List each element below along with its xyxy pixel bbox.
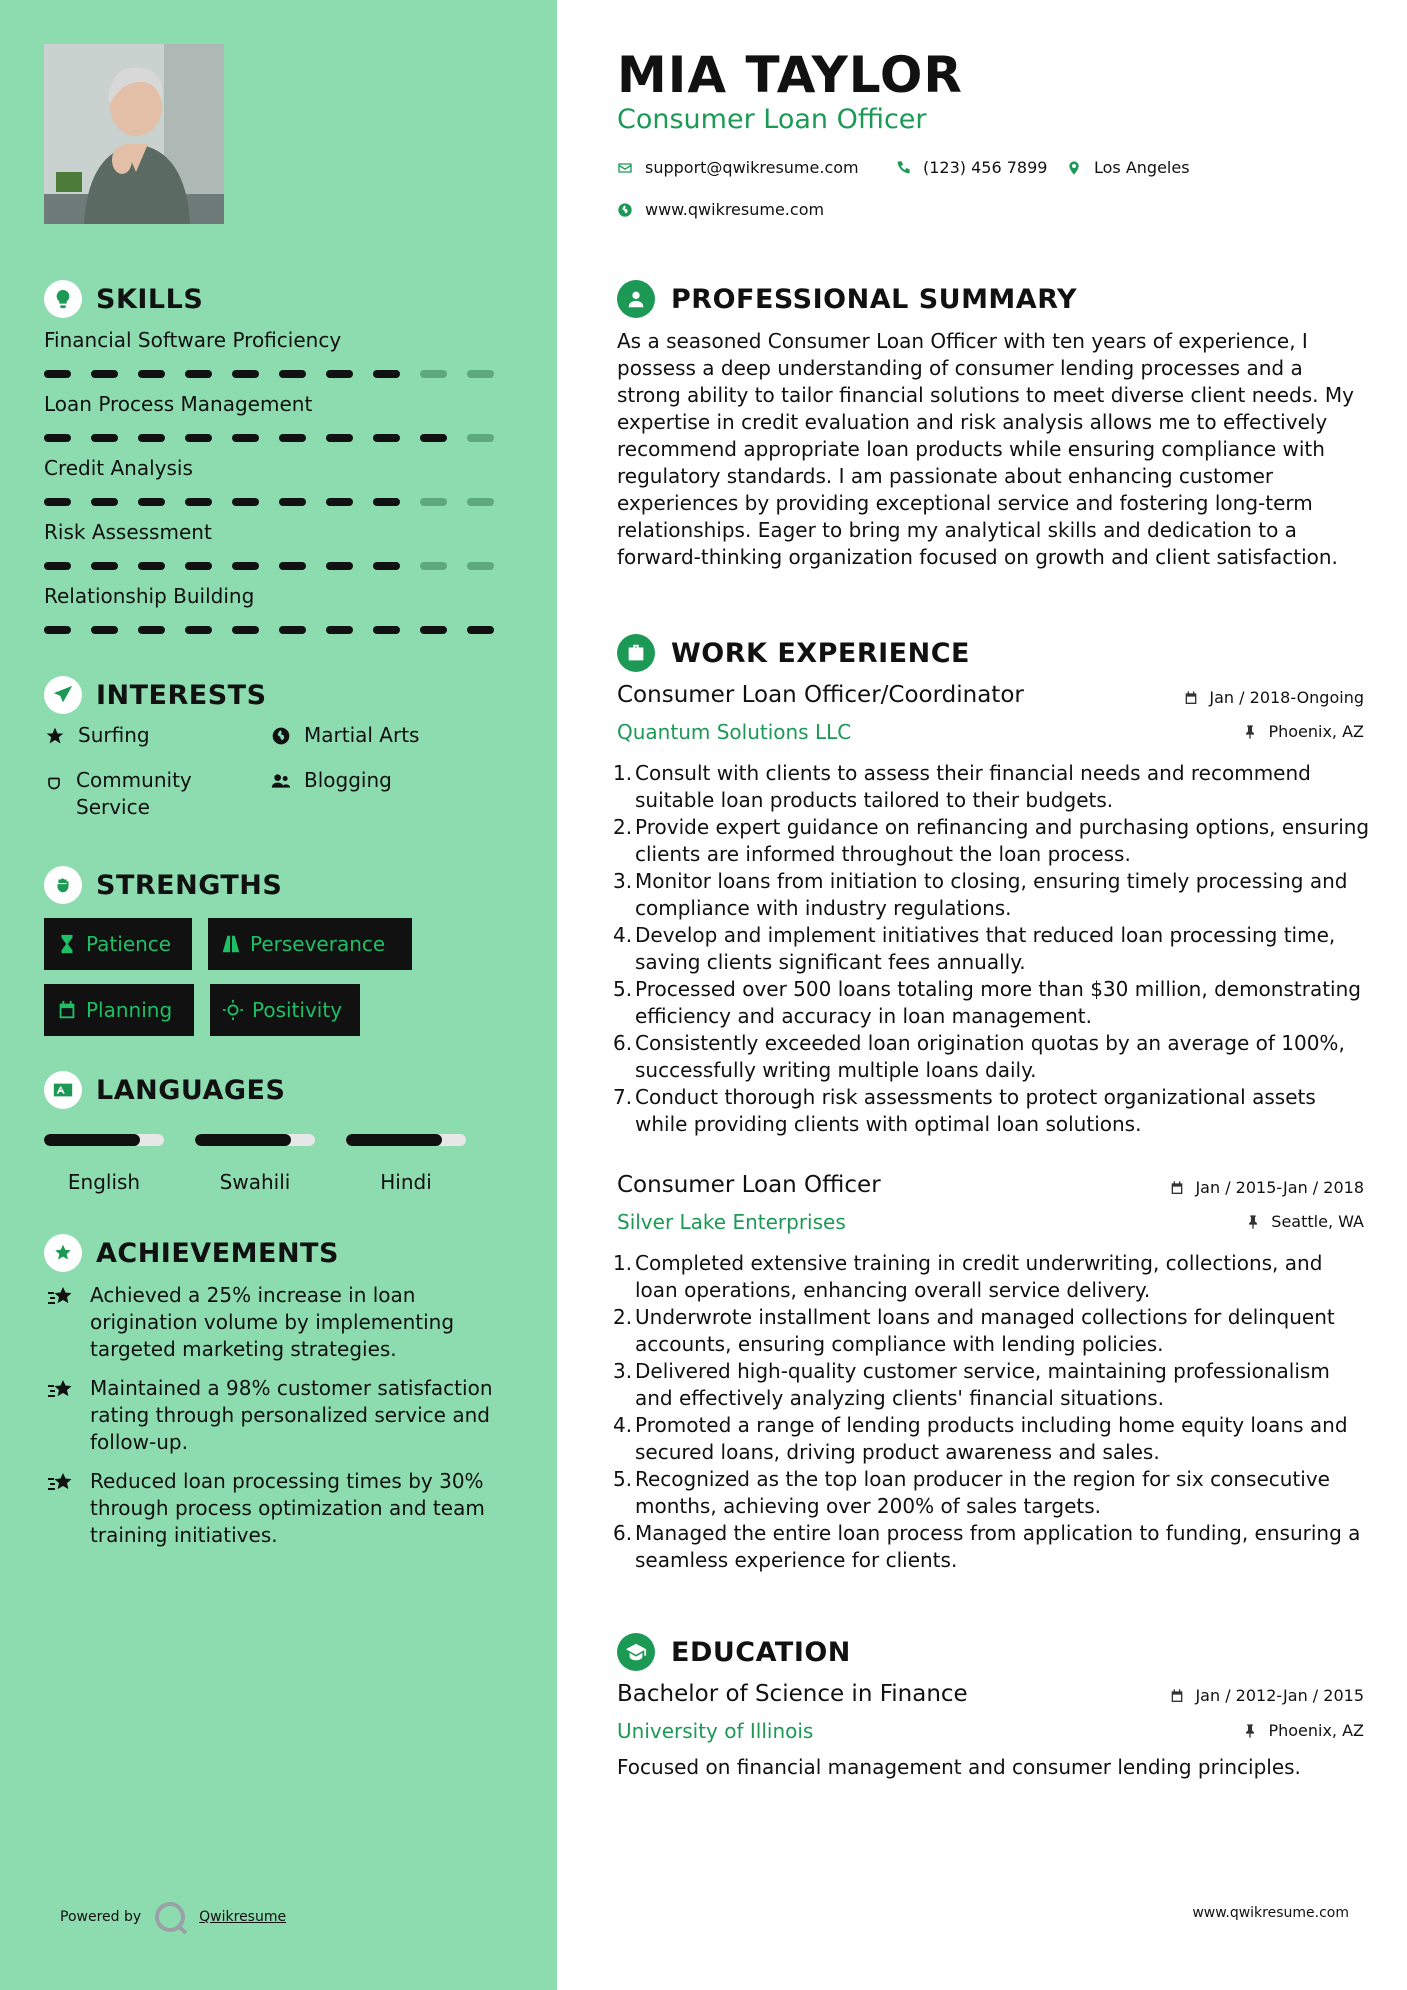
achievements-title: ACHIEVEMENTS	[96, 1237, 339, 1269]
shooting-star-icon	[44, 1375, 78, 1402]
skill-rating-dash	[279, 626, 306, 634]
powered-by-label: Powered by	[60, 1909, 142, 1925]
skill-rating-dash	[279, 370, 306, 378]
skill-rating-dash	[279, 562, 306, 570]
hourglass-icon	[56, 933, 78, 955]
skills-title: SKILLS	[96, 283, 204, 315]
location-text: Los Angeles	[1094, 158, 1190, 177]
skill-rating-dash	[185, 562, 212, 570]
skill-rating-dash	[420, 434, 447, 442]
skill-rating-dash	[138, 434, 165, 442]
skill-rating-dash	[467, 626, 494, 634]
summary-heading	[617, 280, 1077, 318]
star-badge-icon	[44, 1234, 82, 1272]
email-text: support@qwikresume.com	[645, 158, 859, 177]
experience-heading	[617, 634, 970, 672]
interest-label: Martial Arts	[304, 723, 420, 747]
hand-icon	[44, 767, 64, 794]
calendar-icon	[1169, 1180, 1185, 1196]
skill-rating-dash	[326, 562, 353, 570]
experience-title: WORK EXPERIENCE	[671, 637, 970, 669]
language-level-bar	[195, 1134, 315, 1146]
strength-label: Patience	[86, 932, 172, 956]
interest-item	[44, 767, 244, 821]
road-icon	[220, 933, 242, 955]
pushpin-icon	[1245, 1214, 1261, 1230]
language-name: Swahili	[219, 1170, 291, 1194]
strengths-heading	[44, 866, 282, 904]
strength-label: Planning	[86, 998, 173, 1022]
envelope-icon	[617, 160, 633, 176]
list-item: 5. Processed over 500 loans totaling more than $30 million, demonstrating efficiency and accuracy in loan management.	[613, 977, 1361, 1028]
skill-rating-dash	[44, 562, 71, 570]
job-responsibilities	[613, 1250, 1370, 1574]
job-location-text: Phoenix, AZ	[1268, 722, 1364, 741]
skill-name: Relationship Building	[44, 584, 255, 608]
skill-rating-dash	[467, 498, 494, 506]
list-item: 6. Managed the entire loan process from application to funding, ensuring a seamless experience for clients.	[613, 1521, 1361, 1572]
star-icon	[44, 722, 66, 749]
skill-rating-dash	[420, 370, 447, 378]
list-item: 5. Recognized as the top loan producer in the region for six consecutive months, achieving over 200% of sales targets.	[613, 1467, 1330, 1518]
lightbulb-icon	[44, 280, 82, 318]
language-item	[44, 1134, 164, 1194]
list-item: 7. Conduct thorough risk assessments to protect organizational assets while providing clients with optimal loan solutions.	[613, 1085, 1316, 1136]
skill-rating-dash	[232, 562, 259, 570]
language-level-fill	[346, 1134, 442, 1146]
candidate-role: Consumer Loan Officer	[617, 104, 927, 135]
skill-rating-dash	[326, 434, 353, 442]
language-item	[346, 1134, 466, 1194]
phone-icon	[895, 160, 911, 176]
achievement-item	[44, 1282, 514, 1363]
skill-name: Financial Software Proficiency	[44, 328, 342, 352]
summary-title: PROFESSIONAL SUMMARY	[671, 283, 1078, 315]
skill-rating-dash	[185, 434, 212, 442]
skill-item	[44, 326, 504, 378]
contact-email[interactable]	[617, 158, 859, 177]
languages-heading	[44, 1071, 285, 1109]
powered-by	[60, 1902, 286, 1932]
job-title: Consumer Loan Officer/Coordinator	[617, 682, 1024, 708]
job-company: Silver Lake Enterprises	[617, 1210, 846, 1234]
strength-label: Perseverance	[250, 932, 386, 956]
job-dates	[1169, 1178, 1364, 1197]
skill-rating-dash	[44, 498, 71, 506]
skill-rating-dash	[138, 498, 165, 506]
qwikresume-logo-icon	[155, 1902, 185, 1932]
education-heading	[617, 1633, 851, 1671]
profile-photo	[44, 44, 224, 224]
map-pin-icon	[1066, 160, 1082, 176]
skill-rating-dash	[373, 434, 400, 442]
skill-item	[44, 390, 504, 442]
language-item	[195, 1134, 315, 1194]
user-icon	[617, 280, 655, 318]
translate-icon	[44, 1071, 82, 1109]
degree-title: Bachelor of Science in Finance	[617, 1681, 968, 1707]
interest-label: Community Service	[76, 768, 192, 819]
job-location	[1245, 1212, 1364, 1231]
summary-text: As a seasoned Consumer Loan Officer with ten years of experience, I possess a deep understanding of consumer lending processes and a strong ability to tailor financial solutions to meet diverse client needs. My expertise in credit evaluation and risk analysis allows me to effectively recommend appropriate loan products while ensuring compliance with regulatory standards. I am passionate about enhancing customer experiences by providing exceptional service and fostering long-term relationships. Eager to bring my analytical skills and dedication to a forward-thinking organization focused on growth and client satisfaction.	[617, 329, 1354, 569]
skill-rating-dash	[91, 370, 118, 378]
interest-item	[44, 722, 150, 749]
skill-rating	[44, 626, 504, 634]
skill-rating-dash	[138, 370, 165, 378]
qwikresume-link[interactable]: Qwikresume	[199, 1909, 287, 1925]
job-dates-text: Jan / 2015-Jan / 2018	[1195, 1178, 1364, 1197]
briefcase-icon	[617, 634, 655, 672]
achievements-heading	[44, 1234, 339, 1272]
skill-rating-dash	[326, 498, 353, 506]
language-level-fill	[195, 1134, 291, 1146]
language-level-bar	[44, 1134, 164, 1146]
skill-rating-dash	[91, 562, 118, 570]
interest-item	[270, 722, 419, 749]
skill-item	[44, 582, 504, 634]
skill-rating-dash	[467, 370, 494, 378]
interests-heading	[44, 676, 267, 714]
achievement-item	[44, 1468, 514, 1549]
calendar-icon	[56, 999, 78, 1021]
education-description: Focused on financial management and consumer lending principles.	[617, 1755, 1301, 1779]
paper-plane-icon	[44, 676, 82, 714]
skill-rating-dash	[232, 626, 259, 634]
skill-rating-dash	[467, 562, 494, 570]
list-item: 2. Underwrote installment loans and managed collections for delinquent accounts, ensuring compliance with lending policies.	[613, 1305, 1335, 1356]
skill-rating-dash	[138, 562, 165, 570]
skill-rating-dash	[420, 562, 447, 570]
skill-rating	[44, 370, 504, 378]
website-text: www.qwikresume.com	[645, 200, 825, 219]
job-location	[1242, 722, 1364, 741]
skill-rating-dash	[232, 370, 259, 378]
skill-rating-dash	[420, 626, 447, 634]
strengths-title: STRENGTHS	[96, 869, 283, 901]
skill-rating-dash	[279, 498, 306, 506]
skill-item	[44, 454, 504, 506]
skill-rating-dash	[467, 434, 494, 442]
job-company: Quantum Solutions LLC	[617, 720, 852, 744]
strength-badge	[210, 984, 360, 1036]
globe-icon	[270, 722, 292, 749]
calendar-icon	[1183, 690, 1199, 706]
shooting-star-icon	[44, 1282, 78, 1309]
skill-rating-dash	[420, 498, 447, 506]
language-name: English	[67, 1170, 141, 1194]
graduation-cap-icon	[617, 1633, 655, 1671]
skill-rating-dash	[232, 498, 259, 506]
contact-phone[interactable]	[895, 158, 1047, 177]
education-location-text: Phoenix, AZ	[1268, 1721, 1364, 1740]
skill-rating	[44, 498, 504, 506]
education-dates	[1169, 1686, 1364, 1705]
skill-rating-dash	[91, 498, 118, 506]
list-item: 1. Consult with clients to assess their financial needs and recommend suitable loan products tailored to their budgets.	[613, 761, 1311, 812]
sidebar	[0, 0, 557, 1990]
skills-heading	[44, 280, 203, 318]
skill-rating-dash	[373, 370, 400, 378]
calendar-icon	[1169, 1688, 1185, 1704]
language-name: Hindi	[380, 1170, 432, 1194]
languages-title: LANGUAGES	[96, 1074, 286, 1106]
job-location-text: Seattle, WA	[1271, 1212, 1364, 1231]
achievement-text: Reduced loan processing times by 30% through process optimization and team training initiatives.	[90, 1469, 485, 1547]
list-item: 6. Consistently exceeded loan origination quotas by an average of 100%, successfully writing multiple loans daily.	[613, 1031, 1345, 1082]
list-item: 2. Provide expert guidance on refinancing and purchasing options, ensuring clients are informed throughout the loan process.	[613, 815, 1370, 866]
skill-rating-dash	[326, 626, 353, 634]
skill-rating	[44, 562, 504, 570]
list-item: 4. Develop and implement initiatives that reduced loan processing time, saving clients significant fees annually.	[613, 923, 1336, 974]
education-title: EDUCATION	[671, 1636, 851, 1668]
contact-website[interactable]	[617, 200, 824, 219]
achievement-text: Maintained a 98% customer satisfaction rating through personalized service and follow-up.	[90, 1376, 493, 1454]
skill-rating-dash	[279, 434, 306, 442]
skill-name: Risk Assessment	[44, 520, 212, 544]
job-dates-text: Jan / 2018-Ongoing	[1209, 688, 1364, 707]
skill-rating-dash	[373, 562, 400, 570]
skill-rating-dash	[373, 498, 400, 506]
skill-rating-dash	[185, 626, 212, 634]
interest-item	[270, 767, 392, 794]
shooting-star-icon	[44, 1468, 78, 1495]
list-item: 3. Delivered high-quality customer service, maintaining professionalism and effectively analyzing clients' financial situations.	[613, 1359, 1330, 1410]
fist-icon	[44, 866, 82, 904]
job-responsibilities	[613, 760, 1370, 1138]
list-item: 1. Completed extensive training in credit underwriting, collections, and loan operations, enhancing overall service delivery.	[613, 1251, 1323, 1302]
skill-rating-dash	[44, 626, 71, 634]
job-dates	[1183, 688, 1364, 707]
list-item: 3. Monitor loans from initiation to closing, ensuring timely processing and compliance with industry regulations.	[613, 869, 1348, 920]
skill-rating-dash	[185, 370, 212, 378]
users-icon	[270, 767, 292, 794]
pushpin-icon	[1242, 1723, 1258, 1739]
skill-name: Loan Process Management	[44, 392, 313, 416]
skill-rating-dash	[138, 626, 165, 634]
education-location	[1242, 1721, 1364, 1740]
skill-name: Credit Analysis	[44, 456, 193, 480]
skill-rating-dash	[232, 434, 259, 442]
sun-icon	[222, 999, 244, 1021]
strength-badge	[44, 984, 194, 1036]
interests-title: INTERESTS	[96, 679, 267, 711]
contact-location	[1066, 158, 1190, 177]
skill-rating-dash	[326, 370, 353, 378]
pushpin-icon	[1242, 724, 1258, 740]
interest-label: Blogging	[304, 768, 392, 792]
strength-label: Positivity	[252, 998, 343, 1022]
strength-badge	[44, 918, 192, 970]
skill-rating-dash	[91, 626, 118, 634]
globe-icon	[617, 202, 633, 218]
skill-rating-dash	[373, 626, 400, 634]
skill-item	[44, 518, 504, 570]
strength-badge	[208, 918, 412, 970]
list-item: 4. Promoted a range of lending products including home equity loans and secured loans, driving product awareness and sales.	[613, 1413, 1348, 1464]
achievement-text: Achieved a 25% increase in loan origination volume by implementing targeted marketing strategies.	[90, 1283, 455, 1361]
interest-label: Surfing	[78, 723, 150, 747]
skill-rating	[44, 434, 504, 442]
school-name: University of Illinois	[617, 1719, 814, 1743]
skill-rating-dash	[44, 434, 71, 442]
skill-rating-dash	[44, 370, 71, 378]
candidate-name: MIA TAYLOR	[617, 46, 963, 104]
skill-rating-dash	[91, 434, 118, 442]
footer-url[interactable]: www.qwikresume.com	[1192, 1905, 1349, 1921]
language-level-fill	[44, 1134, 140, 1146]
phone-text: (123) 456 7899	[923, 158, 1048, 177]
job-title: Consumer Loan Officer	[617, 1172, 881, 1198]
education-dates-text: Jan / 2012-Jan / 2015	[1195, 1686, 1364, 1705]
achievement-item	[44, 1375, 514, 1456]
language-level-bar	[346, 1134, 466, 1146]
skill-rating-dash	[185, 498, 212, 506]
